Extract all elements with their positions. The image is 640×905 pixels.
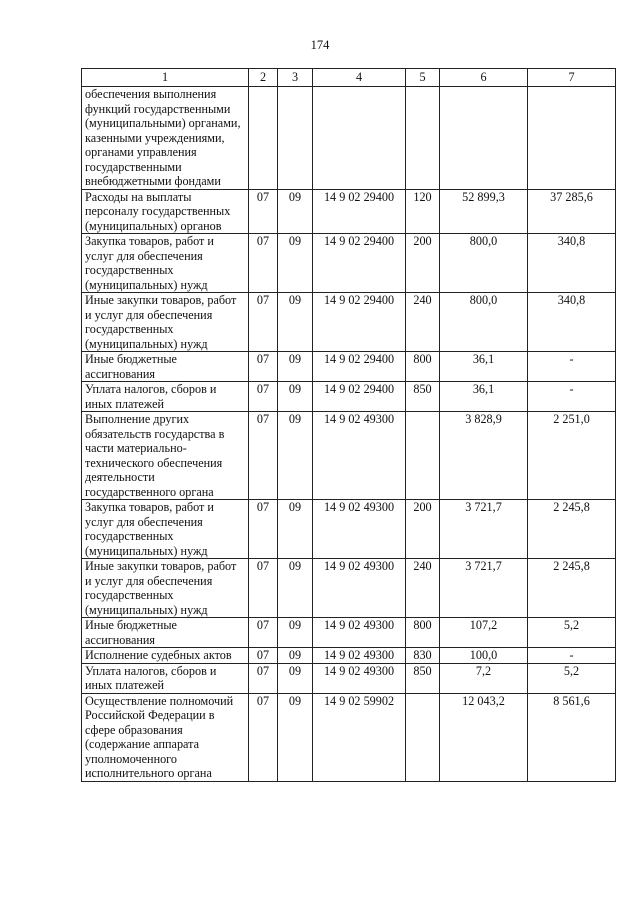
amount-fact-cell: - (528, 648, 616, 664)
section-code-cell: 07 (249, 693, 278, 781)
column-header: 2 (249, 69, 278, 87)
subsection-code-cell: 09 (278, 648, 313, 664)
table-row (82, 234, 616, 293)
subsection-code-cell: 09 (278, 293, 313, 352)
amount-plan-cell: 800,0 (440, 293, 528, 352)
section-code-cell: 07 (249, 234, 278, 293)
section-code-cell: 07 (249, 648, 278, 664)
table-row (82, 618, 616, 648)
amount-plan-cell: 800,0 (440, 234, 528, 293)
table-row (82, 412, 616, 500)
row-name-cell: Иные закупки товаров, работ и услуг для обеспечения государственных (муниципальных) нужд (82, 293, 249, 352)
column-header: 4 (313, 69, 406, 87)
subsection-code-cell: 09 (278, 234, 313, 293)
expense-type-cell: 830 (406, 648, 440, 664)
expense-type-cell: 200 (406, 234, 440, 293)
column-header: 5 (406, 69, 440, 87)
row-name-cell: Исполнение судебных актов (82, 648, 249, 664)
expense-type-cell (406, 87, 440, 190)
section-code-cell: 07 (249, 382, 278, 412)
section-code-cell: 07 (249, 412, 278, 500)
amount-plan-cell: 3 721,7 (440, 500, 528, 559)
amount-plan-cell: 100,0 (440, 648, 528, 664)
row-name-cell: Расходы на выплаты персоналу государственных (муниципальных) органов (82, 189, 249, 234)
table-row (82, 500, 616, 559)
section-code-cell: 07 (249, 618, 278, 648)
table-row (82, 559, 616, 618)
amount-plan-cell: 3 721,7 (440, 559, 528, 618)
amount-fact-cell: 340,8 (528, 293, 616, 352)
column-header: 6 (440, 69, 528, 87)
section-code-cell: 07 (249, 559, 278, 618)
expense-type-cell: 240 (406, 293, 440, 352)
subsection-code-cell: 09 (278, 412, 313, 500)
subsection-code-cell: 09 (278, 663, 313, 693)
amount-fact-cell: 5,2 (528, 618, 616, 648)
table-row (82, 189, 616, 234)
target-article-cell: 14 9 02 29400 (313, 234, 406, 293)
amount-fact-cell: - (528, 352, 616, 382)
table-row (82, 382, 616, 412)
expense-type-cell: 200 (406, 500, 440, 559)
amount-fact-cell: - (528, 382, 616, 412)
amount-fact-cell: 5,2 (528, 663, 616, 693)
expense-type-cell (406, 693, 440, 781)
amount-fact-cell (528, 87, 616, 190)
target-article-cell (313, 87, 406, 190)
section-code-cell: 07 (249, 500, 278, 559)
expense-type-cell: 800 (406, 352, 440, 382)
row-name-cell: Иные бюджетные ассигнования (82, 618, 249, 648)
subsection-code-cell: 09 (278, 189, 313, 234)
expense-type-cell: 850 (406, 382, 440, 412)
section-code-cell: 07 (249, 663, 278, 693)
table-row (82, 648, 616, 664)
row-name-cell: Уплата налогов, сборов и иных платежей (82, 382, 249, 412)
amount-plan-cell: 36,1 (440, 352, 528, 382)
page-number: 174 (310, 38, 330, 52)
amount-fact-cell: 340,8 (528, 234, 616, 293)
amount-plan-cell (440, 87, 528, 190)
section-code-cell (249, 87, 278, 190)
target-article-cell: 14 9 02 49300 (313, 663, 406, 693)
subsection-code-cell: 09 (278, 693, 313, 781)
row-name-cell: Закупка товаров, работ и услуг для обеспечения государственных (муниципальных) нужд (82, 500, 249, 559)
section-code-cell: 07 (249, 189, 278, 234)
section-code-cell: 07 (249, 293, 278, 352)
amount-fact-cell: 2 245,8 (528, 500, 616, 559)
target-article-cell: 14 9 02 49300 (313, 559, 406, 618)
amount-plan-cell: 107,2 (440, 618, 528, 648)
row-name-cell: обеспечения выполнения функций государственными (муниципальными) органами, казенными учреждениями, органами управления государственными внебюджетными фондами (82, 87, 249, 190)
table-row (82, 352, 616, 382)
target-article-cell: 14 9 02 49300 (313, 618, 406, 648)
table-row (82, 293, 616, 352)
target-article-cell: 14 9 02 59902 (313, 693, 406, 781)
subsection-code-cell: 09 (278, 618, 313, 648)
amount-fact-cell: 8 561,6 (528, 693, 616, 781)
expense-type-cell: 850 (406, 663, 440, 693)
amount-plan-cell: 7,2 (440, 663, 528, 693)
amount-plan-cell: 3 828,9 (440, 412, 528, 500)
column-header: 7 (528, 69, 616, 87)
row-name-cell: Уплата налогов, сборов и иных платежей (82, 663, 249, 693)
column-header: 1 (82, 69, 249, 87)
target-article-cell: 14 9 02 49300 (313, 412, 406, 500)
amount-plan-cell: 52 899,3 (440, 189, 528, 234)
target-article-cell: 14 9 02 29400 (313, 293, 406, 352)
amount-fact-cell: 2 251,0 (528, 412, 616, 500)
amount-plan-cell: 36,1 (440, 382, 528, 412)
table-body (82, 87, 616, 782)
table-row (82, 87, 616, 190)
budget-table (81, 68, 616, 782)
row-name-cell: Осуществление полномочий Российской Федерации в сфере образования (содержание аппарата уполномоченного исполнительного органа (82, 693, 249, 781)
subsection-code-cell: 09 (278, 352, 313, 382)
subsection-code-cell: 09 (278, 559, 313, 618)
expense-type-cell: 240 (406, 559, 440, 618)
table-row (82, 693, 616, 781)
target-article-cell: 14 9 02 49300 (313, 500, 406, 559)
table-row (82, 663, 616, 693)
row-name-cell: Закупка товаров, работ и услуг для обеспечения государственных (муниципальных) нужд (82, 234, 249, 293)
row-name-cell: Выполнение других обязательств государства в части материально-технического обеспечения деятельности государственного органа (82, 412, 249, 500)
amount-fact-cell: 37 285,6 (528, 189, 616, 234)
subsection-code-cell: 09 (278, 382, 313, 412)
row-name-cell: Иные бюджетные ассигнования (82, 352, 249, 382)
target-article-cell: 14 9 02 29400 (313, 352, 406, 382)
expense-type-cell (406, 412, 440, 500)
target-article-cell: 14 9 02 49300 (313, 648, 406, 664)
subsection-code-cell: 09 (278, 500, 313, 559)
section-code-cell: 07 (249, 352, 278, 382)
target-article-cell: 14 9 02 29400 (313, 382, 406, 412)
expense-type-cell: 120 (406, 189, 440, 234)
row-name-cell: Иные закупки товаров, работ и услуг для обеспечения государственных (муниципальных) нужд (82, 559, 249, 618)
subsection-code-cell (278, 87, 313, 190)
header-row (82, 69, 616, 87)
expense-type-cell: 800 (406, 618, 440, 648)
amount-fact-cell: 2 245,8 (528, 559, 616, 618)
column-header: 3 (278, 69, 313, 87)
amount-plan-cell: 12 043,2 (440, 693, 528, 781)
target-article-cell: 14 9 02 29400 (313, 189, 406, 234)
